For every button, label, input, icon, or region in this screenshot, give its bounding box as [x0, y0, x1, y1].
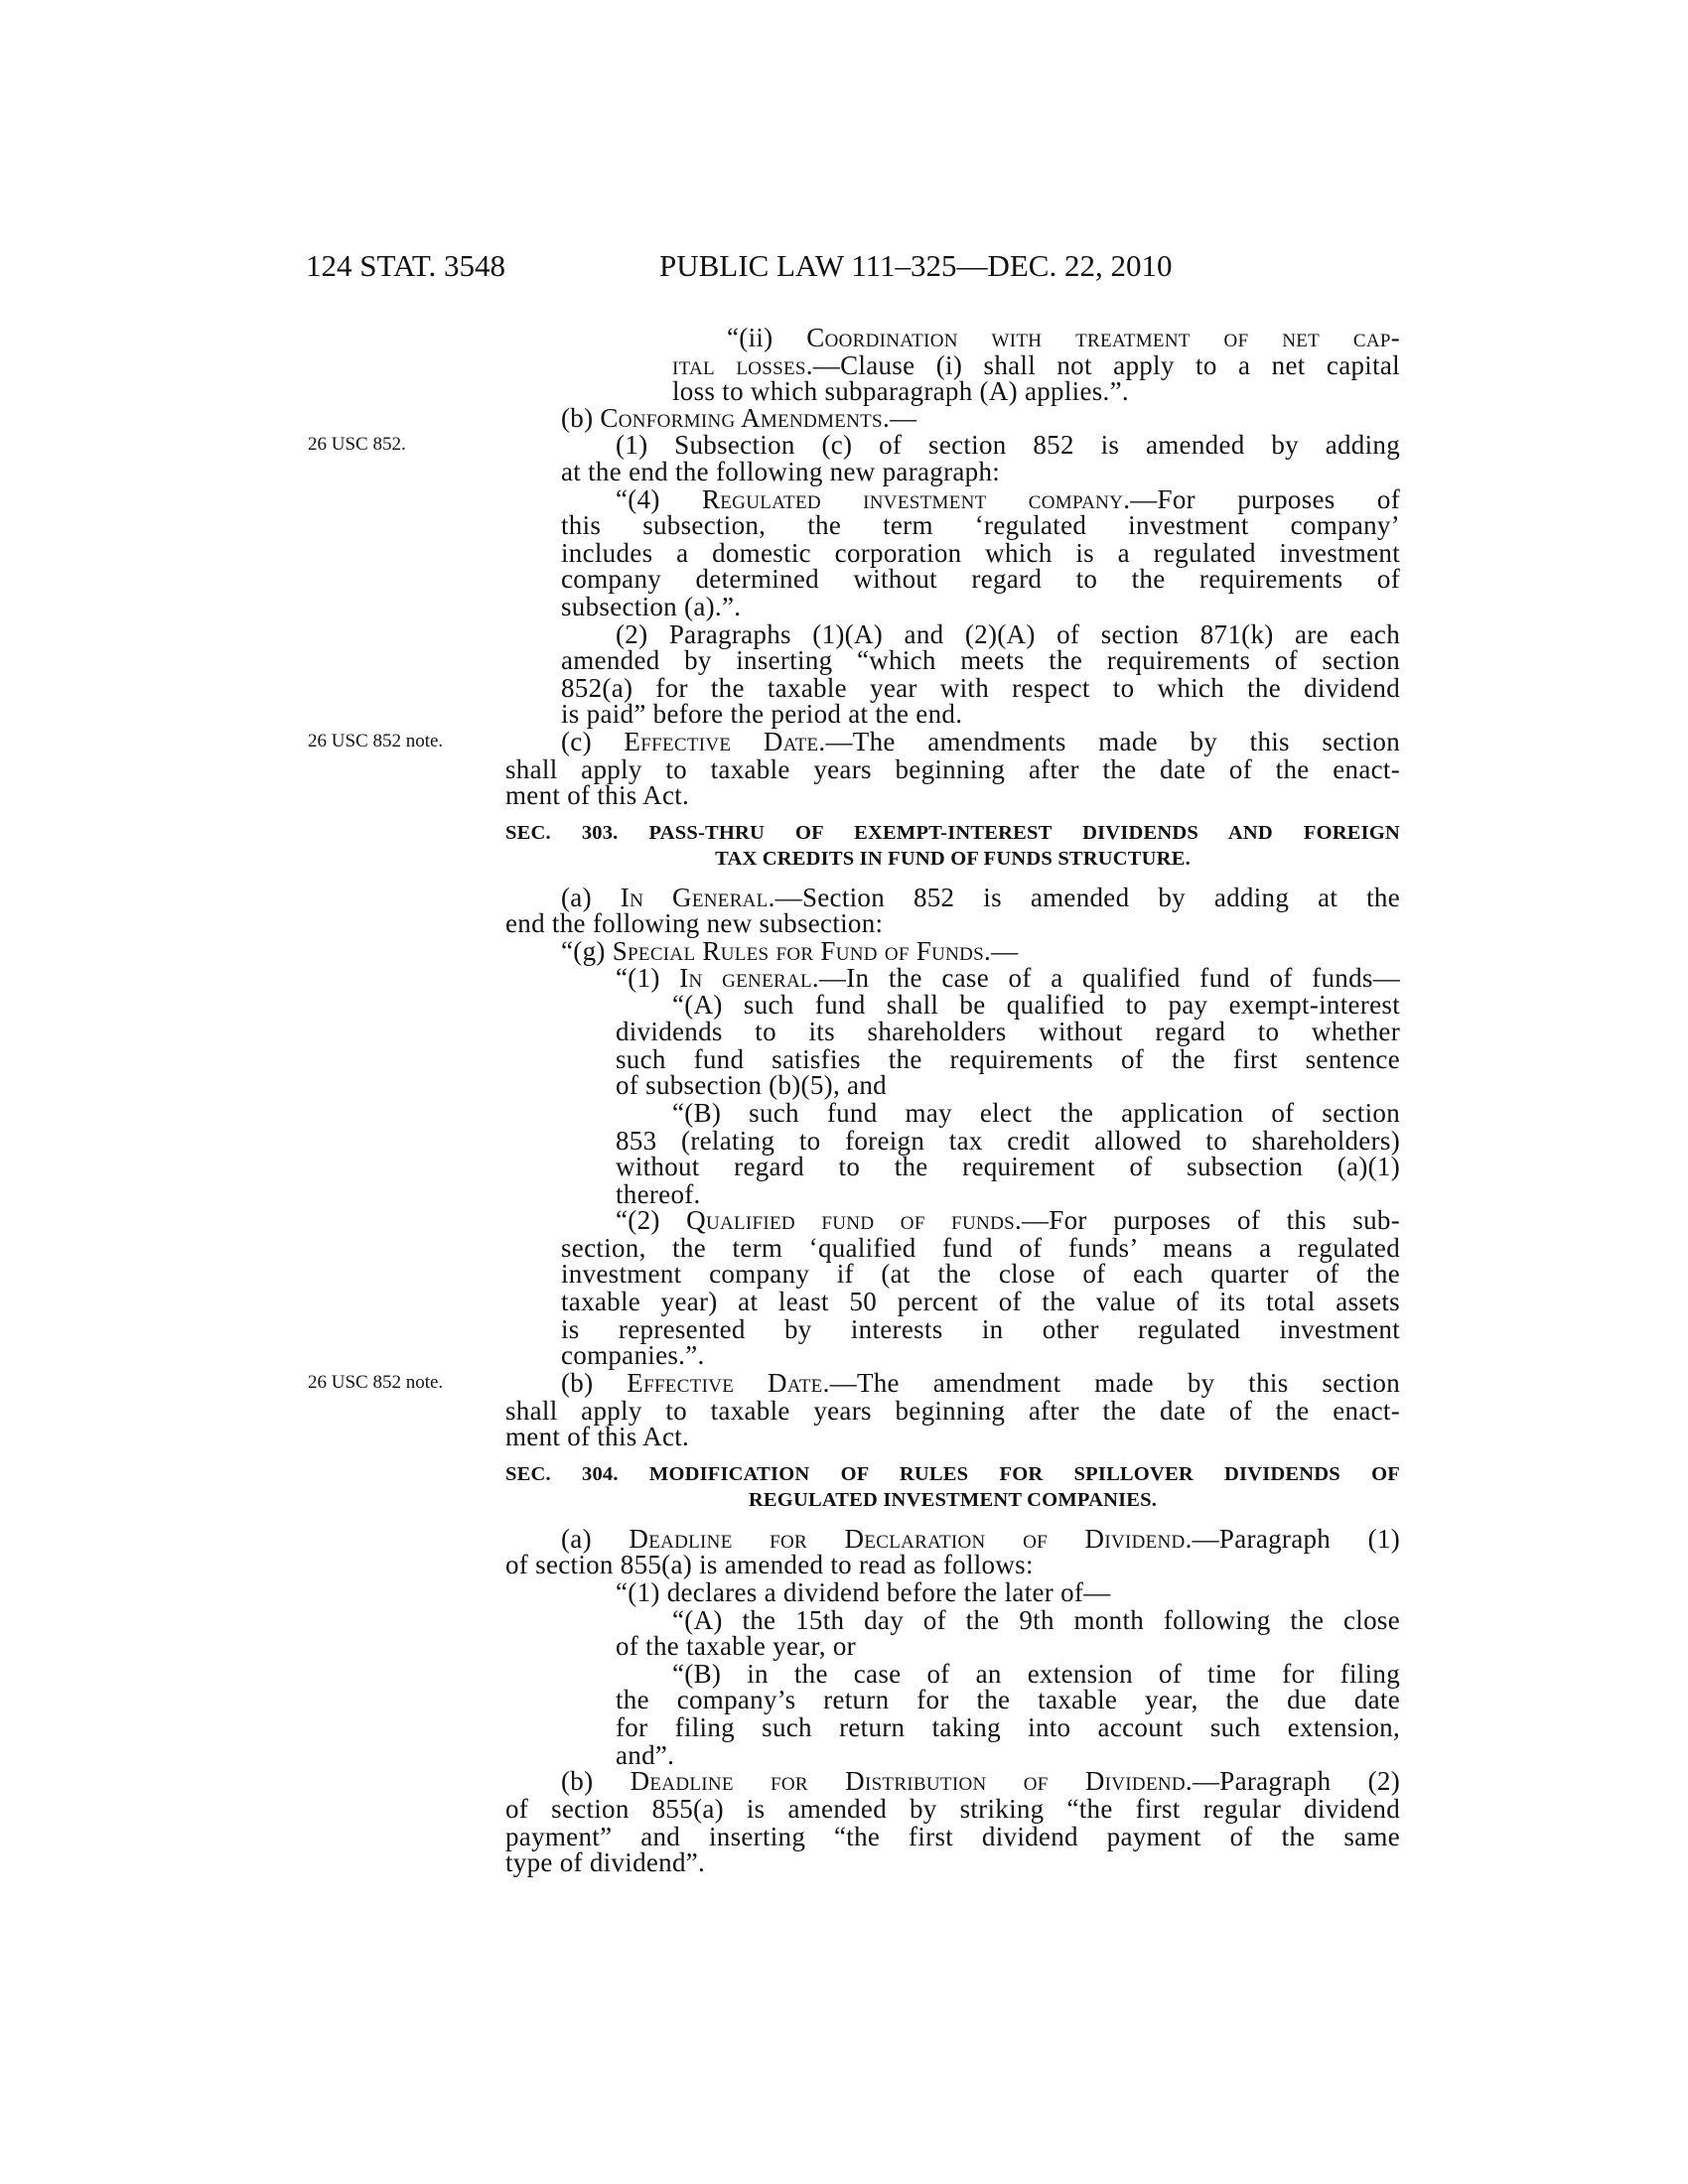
text-segment: shall apply to taxable years beginning after the date of the enact- — [505, 1396, 1400, 1426]
small-caps-text: eadline for — [649, 1766, 808, 1796]
text-segment: includes a domestic corporation which is a regulated investment — [561, 538, 1400, 568]
text-segment: amended by inserting “which meets the requirements of section — [561, 645, 1400, 675]
text-segment: companies.”. — [561, 1340, 705, 1370]
text-segment: investment company if (at the close of each quarter of the — [561, 1259, 1400, 1289]
text-segment: D — [807, 1766, 865, 1796]
text-segment: .—For purposes of this sub- — [1014, 1205, 1400, 1235]
text-segment: is represented by interests in other regulated investment — [561, 1314, 1400, 1344]
text-segment: F — [813, 936, 836, 966]
text-segment: such fund satisfies the requirements of the first sentence — [616, 1044, 1400, 1074]
text-line — [505, 1846, 1400, 1878]
small-caps-text: ividend — [1104, 1766, 1186, 1796]
text-segment: .—The amendment made by this section — [822, 1368, 1400, 1398]
small-caps-text: eadline for — [648, 1524, 807, 1554]
text-segment: (1) Subsection (c) of section 852 is amended by adding — [616, 430, 1400, 460]
small-caps-text: egulated investment company — [720, 484, 1124, 514]
text-segment: company determined without regard to the requirements of — [561, 564, 1400, 594]
small-caps-text: onforming — [618, 403, 736, 433]
margin-note-citation: 26 USC 852 note. — [308, 731, 444, 751]
text-segment: A — [735, 403, 761, 433]
small-caps-text: unds — [931, 936, 985, 966]
text-segment: this subsection, the term ‘regulated investment company’ — [561, 510, 1400, 540]
text-segment: loss to which subparagraph (A) applies.”. — [672, 376, 1129, 406]
text-segment: D — [1048, 1766, 1105, 1796]
small-caps-text: und of — [835, 936, 910, 966]
text-line — [505, 779, 1400, 811]
text-segment: for filing such return taking into account such extension, — [616, 1712, 1400, 1742]
text-line — [505, 1421, 1400, 1452]
text-segment: of the taxable year, or — [616, 1631, 856, 1661]
text-segment: .—Clause (i) shall not apply to a net capital — [805, 350, 1400, 380]
text-segment: “(A) the 15th day of the 9th month following the close — [672, 1605, 1400, 1635]
text-segment: payment” and inserting “the first dividend payment of the same — [505, 1822, 1400, 1851]
text-segment: TAX CREDITS IN FUND OF FUNDS STRUCTURE. — [715, 848, 1191, 870]
text-segment: 852(a) for the taxable year with respect to which the dividend — [561, 673, 1400, 703]
text-segment: dividends to its shareholders without regard to whether — [616, 1017, 1400, 1046]
text-segment: R — [695, 936, 721, 966]
small-caps-text: ividend — [1104, 1524, 1186, 1554]
text-segment: “(2) Q — [616, 1205, 706, 1235]
text-segment: “(A) such fund shall be qualified to pay exempt-interest — [672, 990, 1400, 1020]
small-caps-text: ualified fund of funds — [705, 1205, 1015, 1235]
text-segment: SEC. 304. MODIFICATION OF RULES FOR SPILLOVER DIVIDENDS OF — [505, 1463, 1400, 1485]
text-segment: (b) E — [561, 1368, 644, 1398]
text-segment: without regard to the requirement of subsection (a)(1) — [616, 1152, 1400, 1181]
text-segment: “(B) in the case of an extension of time for filing — [672, 1659, 1400, 1689]
small-caps-text: n — [630, 883, 644, 912]
text-segment: “(ii) C — [727, 323, 825, 352]
small-caps-text: istribution of — [864, 1766, 1049, 1796]
text-segment: (b) C — [561, 403, 619, 433]
text-segment: (a) D — [561, 1524, 649, 1554]
small-caps-text: mendments — [760, 403, 883, 433]
text-segment: type of dividend”. — [505, 1847, 706, 1877]
text-segment: .— — [882, 403, 917, 433]
text-segment: “(1) declares a dividend before the later of— — [616, 1577, 1111, 1607]
text-segment: D — [734, 1368, 787, 1398]
text-segment: subsection (a).”. — [561, 592, 742, 621]
text-segment: the company’s return for the taxable year, the due date — [616, 1685, 1400, 1714]
text-segment: ment of this Act. — [505, 1422, 690, 1451]
small-caps-text: ate — [782, 727, 819, 756]
text-segment: .—Section 852 is amended by adding at the — [768, 883, 1400, 912]
small-caps-text: ate — [786, 1368, 823, 1398]
small-caps-text: eneral — [691, 883, 769, 912]
small-caps-text: eclaration of — [864, 1524, 1048, 1554]
text-segment: (a) I — [561, 883, 631, 912]
text-segment: (c) E — [561, 727, 641, 756]
text-segment: 853 (relating to foreign tax credit allowed to shareholders) — [616, 1126, 1400, 1156]
small-caps-text: n general — [688, 963, 812, 993]
running-header-title: PUBLIC LAW 111–325—DEC. 22, 2010 — [659, 248, 1173, 283]
text-segment: ment of this Act. — [505, 780, 690, 810]
text-segment: of subsection (b)(5), and — [616, 1070, 887, 1100]
text-segment: D — [731, 727, 783, 756]
text-segment: .—The amendments made by this section — [818, 727, 1400, 756]
text-segment: at the end the following new paragraph: — [561, 457, 1001, 486]
text-segment: D — [1048, 1524, 1105, 1554]
text-segment: is paid” before the period at the end. — [561, 699, 963, 729]
text-segment: .—Paragraph (2) — [1185, 1766, 1401, 1796]
text-segment: taxable year) at least 50 percent of the value of its total assets — [561, 1287, 1400, 1316]
text-segment: of section 855(a) is amended by striking “the first regular dividend — [505, 1794, 1400, 1824]
text-segment: F — [909, 936, 932, 966]
margin-note-citation: 26 USC 852. — [308, 434, 406, 455]
margin-note-citation: 26 USC 852 note. — [308, 1372, 444, 1393]
text-segment: “(4) R — [616, 484, 721, 514]
text-segment: of section 855(a) is amended to read as follows: — [505, 1550, 1034, 1579]
text-segment: section, the term ‘qualified fund of funds’ means a regulated — [561, 1233, 1400, 1263]
text-segment: (2) Paragraphs (1)(A) and (2)(A) of section 871(k) are each — [616, 619, 1400, 649]
text-segment: SEC. 303. PASS-THRU OF EXEMPT-INTEREST DIVIDENDS AND FOREIGN — [505, 822, 1400, 844]
small-caps-text: pecial — [628, 936, 696, 966]
statute-page-number: 124 STAT. 3548 — [306, 248, 506, 283]
text-segment: shall apply to taxable years beginning after the date of the enact- — [505, 754, 1400, 784]
text-segment: “(1) I — [616, 963, 689, 993]
section-heading-line — [505, 1484, 1400, 1516]
text-segment: .—For purposes of — [1123, 484, 1400, 514]
small-caps-text: oordination with treatment of net cap- — [824, 323, 1400, 352]
text-segment: “(g) S — [561, 936, 629, 966]
small-caps-text: ffective — [643, 1368, 735, 1398]
text-segment: (b) D — [561, 1766, 650, 1796]
text-segment: end the following new subsection: — [505, 908, 884, 938]
text-segment: .— — [984, 936, 1019, 966]
text-segment: thereof. — [616, 1179, 701, 1209]
text-segment: “(B) such fund may elect the application of section — [672, 1098, 1400, 1128]
text-segment: G — [643, 883, 692, 912]
small-caps-text: ffective — [640, 727, 732, 756]
text-segment: .—Paragraph (1) — [1185, 1524, 1400, 1554]
small-caps-text: ital losses — [672, 350, 806, 380]
text-segment: .—In the case of a qualified fund of funds— — [811, 963, 1400, 993]
section-heading-line — [505, 843, 1400, 875]
text-segment: D — [806, 1524, 865, 1554]
small-caps-text: ules for — [720, 936, 814, 966]
text-segment: REGULATED INVESTMENT COMPANIES. — [748, 1489, 1158, 1511]
text-segment: and”. — [616, 1740, 675, 1770]
